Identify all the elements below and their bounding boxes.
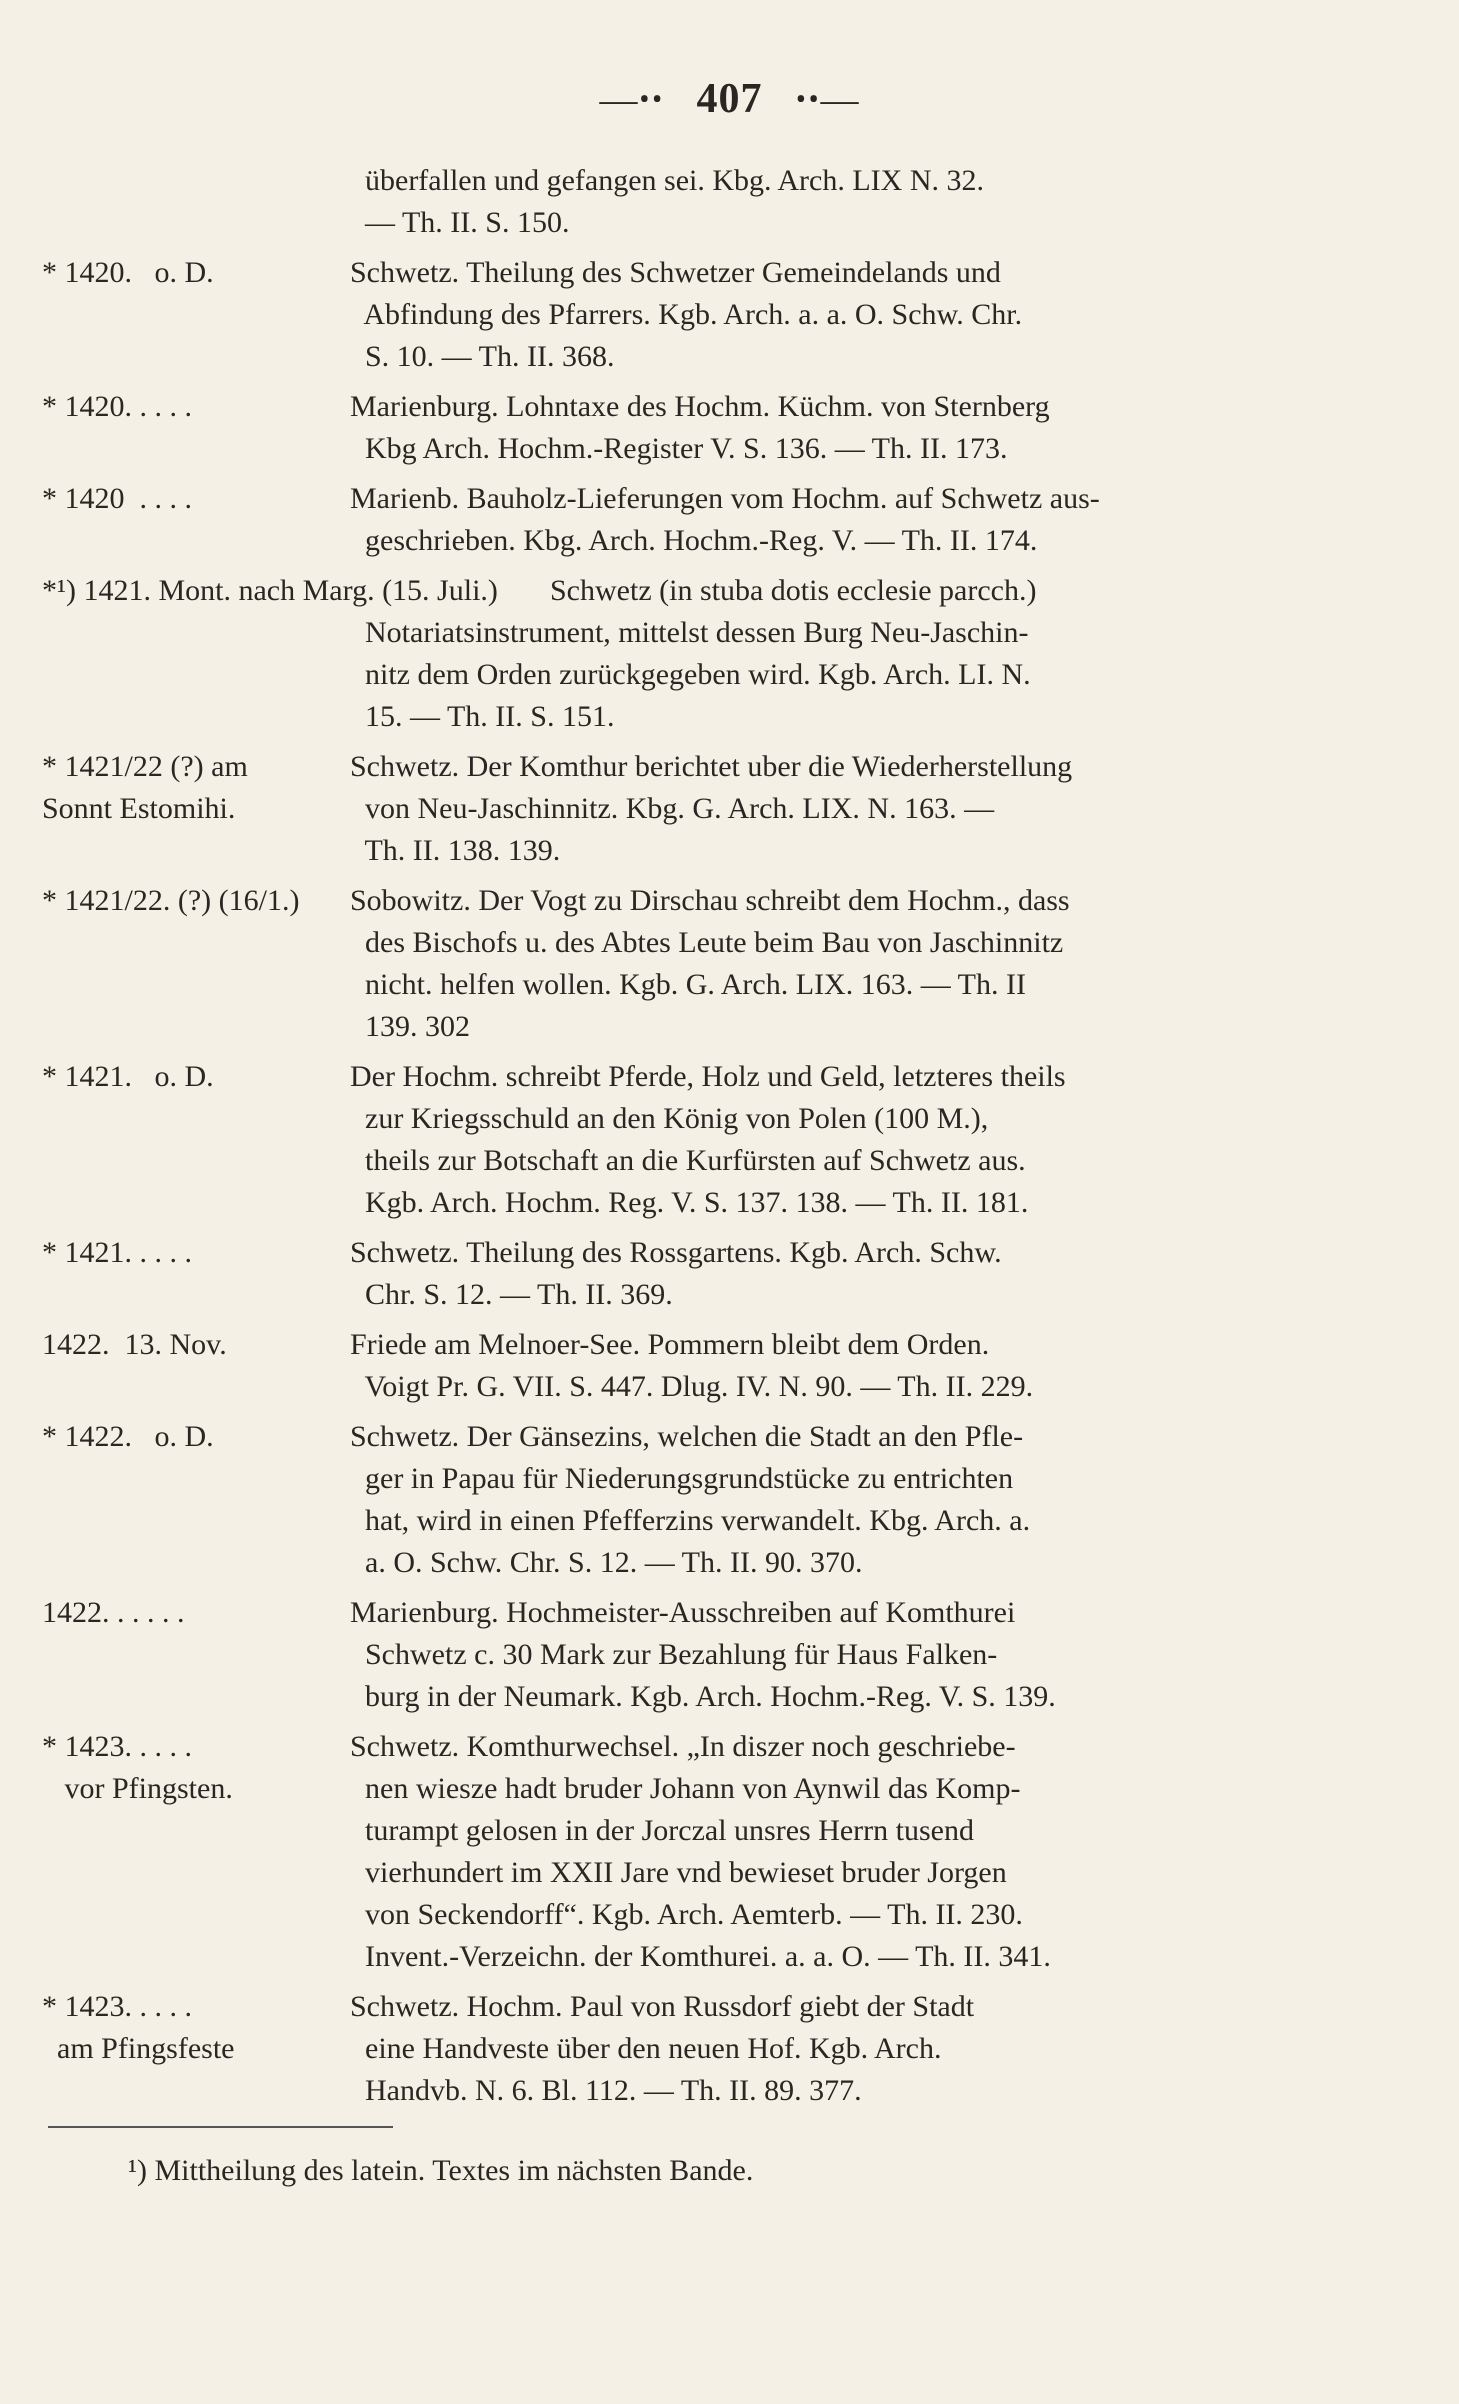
entry-text-line: a. O. Schw. Chr. S. 12. — Th. II. 90. 370. xyxy=(350,1546,863,1579)
entry-date-line xyxy=(42,294,352,336)
entry-text-line: Der Hochm. schreibt Pferde, Holz und Geld, letzteres theils xyxy=(350,1060,1066,1093)
entry-text-line: Schwetz. Hochm. Paul von Russdorf giebt der Stadt xyxy=(350,1990,975,2023)
entry-date-line: * 1421/22 (?) am xyxy=(42,750,248,783)
entry-date-line: * 1423. . . . . xyxy=(42,1730,192,1763)
entry-date-line xyxy=(42,1894,352,1936)
entry-text-line: eine Handveste über den neuen Hof. Kgb. Arch. xyxy=(350,2032,942,2065)
entry-date-line xyxy=(42,654,352,696)
entry-text-line: von Neu-Jaschinnitz. Kbg. G. Arch. LIX. N. 163. — xyxy=(350,792,995,825)
chronicle-entry xyxy=(0,386,1459,470)
chronicle-entry xyxy=(0,1986,1459,2112)
entry-date xyxy=(42,880,352,1048)
entry-text xyxy=(350,386,1290,470)
entry-text-line: Friede am Melnoer-See. Pommern bleibt dem Orden. xyxy=(350,1328,990,1361)
entry-text-line: von Seckendorff“. Kgb. Arch. Aemterb. — Th. II. 230. xyxy=(350,1898,1023,1931)
entry-text-line: theils zur Botschaft an die Kurfürsten auf Schwetz aus. xyxy=(350,1144,1026,1177)
entry-date-line xyxy=(42,1006,352,1048)
entry-text-line: nitz dem Orden zurückgegeben wird. Kgb. Arch. LI. N. xyxy=(350,658,1031,691)
entry-date-line xyxy=(42,1810,352,1852)
entry-date-line: * 1421/22. (?) (16/1.) xyxy=(42,884,300,917)
entry-text-line: Voigt Pr. G. VII. S. 447. Dlug. IV. N. 90. — Th. II. 229. xyxy=(350,1370,1034,1403)
entry-text-line: 139. 302 xyxy=(350,1010,470,1043)
entry-date xyxy=(42,252,352,336)
entry-date-line xyxy=(42,964,352,1006)
entry-date-line xyxy=(42,830,352,872)
entry-date xyxy=(42,478,352,562)
entry-text-line: Sobowitz. Der Vogt zu Dirschau schreibt dem Hochm., dass xyxy=(350,884,1070,917)
entry-text-line: Schwetz. Theilung des Rossgartens. Kgb. Arch. Schw. xyxy=(350,1236,1002,1269)
chronicle-entry xyxy=(0,570,1459,738)
entry-date-line: 1422. . . . . . xyxy=(42,1596,185,1629)
entry-text xyxy=(350,160,1290,244)
entry-text xyxy=(350,478,1290,562)
entry-text xyxy=(350,252,1290,378)
entry-date-line xyxy=(42,1500,352,1542)
entry-date-line xyxy=(42,2070,352,2112)
entry-date xyxy=(42,1726,352,1978)
entry-date-line: Sonnt Estomihi. xyxy=(42,792,236,825)
entry-text-line: Schwetz (in stuba dotis ecclesie parcch.) xyxy=(550,574,1037,607)
entry-text-line: Marienburg. Lohntaxe des Hochm. Küchm. von Sternberg xyxy=(350,390,1050,423)
entry-date-line xyxy=(42,1936,352,1978)
entry-text xyxy=(350,880,1290,1048)
entry-text-line: Th. II. 138. 139. xyxy=(350,834,561,867)
entry-text-line: Marienburg. Hochmeister-Ausschreiben auf Komthurei xyxy=(350,1596,1016,1629)
entry-text xyxy=(350,1592,1290,1718)
entry-text-line: des Bischofs u. des Abtes Leute beim Bau von Jaschinnitz xyxy=(350,926,1064,959)
page-header xyxy=(0,72,1459,124)
entry-text-line: überfallen und gefangen sei. Kbg. Arch. LIX N. 32. xyxy=(350,164,984,197)
footnote-rule xyxy=(48,2126,393,2128)
entry-text xyxy=(350,1986,1290,2112)
entry-date xyxy=(42,1232,352,1316)
entry-date-line xyxy=(42,1852,352,1894)
entry-date xyxy=(42,746,352,872)
chronicle-entry xyxy=(0,1726,1459,1978)
entry-date-line: * 1423. . . . . xyxy=(42,1990,192,2023)
chronicle-entry xyxy=(0,1232,1459,1316)
entry-text-line: — Th. II. S. 150. xyxy=(350,206,570,239)
chronicle-entry xyxy=(0,880,1459,1048)
header-ornament-left: —ꞏꞏ xyxy=(599,79,664,121)
entry-text-line: Kbg Arch. Hochm.-Register V. S. 136. — Th. II. 173. xyxy=(350,432,1008,465)
entry-date xyxy=(42,1324,352,1408)
entry-date-line xyxy=(42,160,352,202)
entry-date-line xyxy=(42,922,352,964)
entry-date xyxy=(42,1592,352,1718)
entry-date-line xyxy=(42,1366,352,1408)
entry-text-line: Chr. S. 12. — Th. II. 369. xyxy=(350,1278,673,1311)
entry-text xyxy=(350,1056,1290,1224)
chronicle-entries xyxy=(0,160,1459,2120)
entry-text-line: Handvb. N. 6. Bl. 112. — Th. II. 89. 377. xyxy=(350,2074,862,2107)
entry-date-line: 1422. 13. Nov. xyxy=(42,1328,227,1361)
entry-text xyxy=(350,1726,1290,1978)
entry-text xyxy=(350,746,1290,872)
entry-date-line: * 1420 . . . . xyxy=(42,482,192,515)
entry-date-line xyxy=(42,1182,352,1224)
entry-date-line xyxy=(42,428,352,470)
entry-date-line xyxy=(42,1542,352,1584)
entry-text-line: turampt gelosen in der Jorczal unsres Herrn tusend xyxy=(350,1814,974,1847)
chronicle-entry xyxy=(0,1056,1459,1224)
entry-date-line xyxy=(42,1140,352,1182)
entry-date-line xyxy=(42,1634,352,1676)
entry-text-line: Notariatsinstrument, mittelst dessen Burg Neu-Jaschin- xyxy=(350,616,1029,649)
entry-text-line: ger in Papau für Niederungsgrundstücke zu entrichten xyxy=(350,1462,1014,1495)
entry-date xyxy=(42,1986,352,2112)
entry-text-line: Schwetz. Der Gänsezins, welchen die Stadt an den Pfle- xyxy=(350,1420,1024,1453)
entry-date-line xyxy=(42,520,352,562)
entry-date-line: vor Pfingsten. xyxy=(42,1772,233,1805)
entry-date-line: *¹) 1421. Mont. nach Marg. (15. Juli.) xyxy=(42,574,498,607)
header-ornament-right: ꞏꞏ— xyxy=(795,79,860,121)
entry-text-line: Kgb. Arch. Hochm. Reg. V. S. 137. 138. — Th. II. 181. xyxy=(350,1186,1029,1219)
chronicle-entry xyxy=(0,160,1459,244)
entry-text-line: hat, wird in einen Pfefferzins verwandelt. Kbg. Arch. a. xyxy=(350,1504,1031,1537)
entry-date xyxy=(42,1056,352,1224)
entry-text-line: Marienb. Bauholz-Lieferungen vom Hochm. auf Schwetz aus- xyxy=(350,482,1100,515)
entry-text-line: geschrieben. Kbg. Arch. Hochm.-Reg. V. — Th. II. 174. xyxy=(350,524,1038,557)
entry-text-line: S. 10. — Th. II. 368. xyxy=(350,340,615,373)
chronicle-entry xyxy=(0,478,1459,562)
entry-date-line xyxy=(42,612,352,654)
entry-text-line: zur Kriegsschuld an den König von Polen (100 M.), xyxy=(350,1102,989,1135)
entry-date xyxy=(42,160,352,244)
entry-date-line: * 1420. . . . . xyxy=(42,390,192,423)
chronicle-entry xyxy=(0,1592,1459,1718)
entry-text-line: nen wiesze hadt bruder Johann von Aynwil das Komp- xyxy=(350,1772,1021,1805)
entry-date-line xyxy=(42,1676,352,1718)
entry-date xyxy=(42,386,352,470)
entry-text-line: Schwetz. Komthurwechsel. „In diszer noch geschriebe- xyxy=(350,1730,1016,1763)
entry-text-line: Schwetz. Theilung des Schwetzer Gemeindelands und xyxy=(350,256,1001,289)
entry-date-line: * 1421. o. D. xyxy=(42,1060,214,1093)
entry-date xyxy=(42,1416,352,1584)
entry-date-line: * 1422. o. D. xyxy=(42,1420,214,1453)
entry-text-line: burg in der Neumark. Kgb. Arch. Hochm.-Reg. V. S. 139. xyxy=(350,1680,1056,1713)
entry-date-line: * 1420. o. D. xyxy=(42,256,214,289)
entry-date-line xyxy=(42,1098,352,1140)
page-number: 407 xyxy=(696,76,763,122)
entry-date-line xyxy=(42,202,352,244)
entry-text-line: 15. — Th. II. S. 151. xyxy=(350,700,615,733)
entry-date-line xyxy=(42,1458,352,1500)
footnote: ¹) Mittheilung des latein. Textes im nächsten Bande. xyxy=(128,2154,754,2187)
entry-text xyxy=(350,1416,1290,1584)
entry-date-line xyxy=(42,696,352,738)
entry-text xyxy=(350,1324,1290,1408)
entry-text-line: Schwetz c. 30 Mark zur Bezahlung für Haus Falken- xyxy=(350,1638,998,1671)
chronicle-entry xyxy=(0,1324,1459,1408)
entry-text-line: nicht. helfen wollen. Kgb. G. Arch. LIX. 163. — Th. II xyxy=(350,968,1026,1001)
entry-text xyxy=(350,1232,1290,1316)
entry-text-line: Abfindung des Pfarrers. Kgb. Arch. a. a. O. Schw. Chr. xyxy=(350,298,1023,331)
entry-date-line: * 1421. . . . . xyxy=(42,1236,192,1269)
entry-date-line: am Pfingsfeste xyxy=(42,2032,235,2065)
entry-text-line: Invent.-Verzeichn. der Komthurei. a. a. O. — Th. II. 341. xyxy=(350,1940,1051,1973)
entry-date-line xyxy=(42,1274,352,1316)
chronicle-entry xyxy=(0,252,1459,378)
entry-text-line: vierhundert im XXII Jare vnd bewieset bruder Jorgen xyxy=(350,1856,1007,1889)
chronicle-entry xyxy=(0,1416,1459,1584)
chronicle-entry xyxy=(0,746,1459,872)
entry-text-line: Schwetz. Der Komthur berichtet uber die Wiederherstellung xyxy=(350,750,1073,783)
